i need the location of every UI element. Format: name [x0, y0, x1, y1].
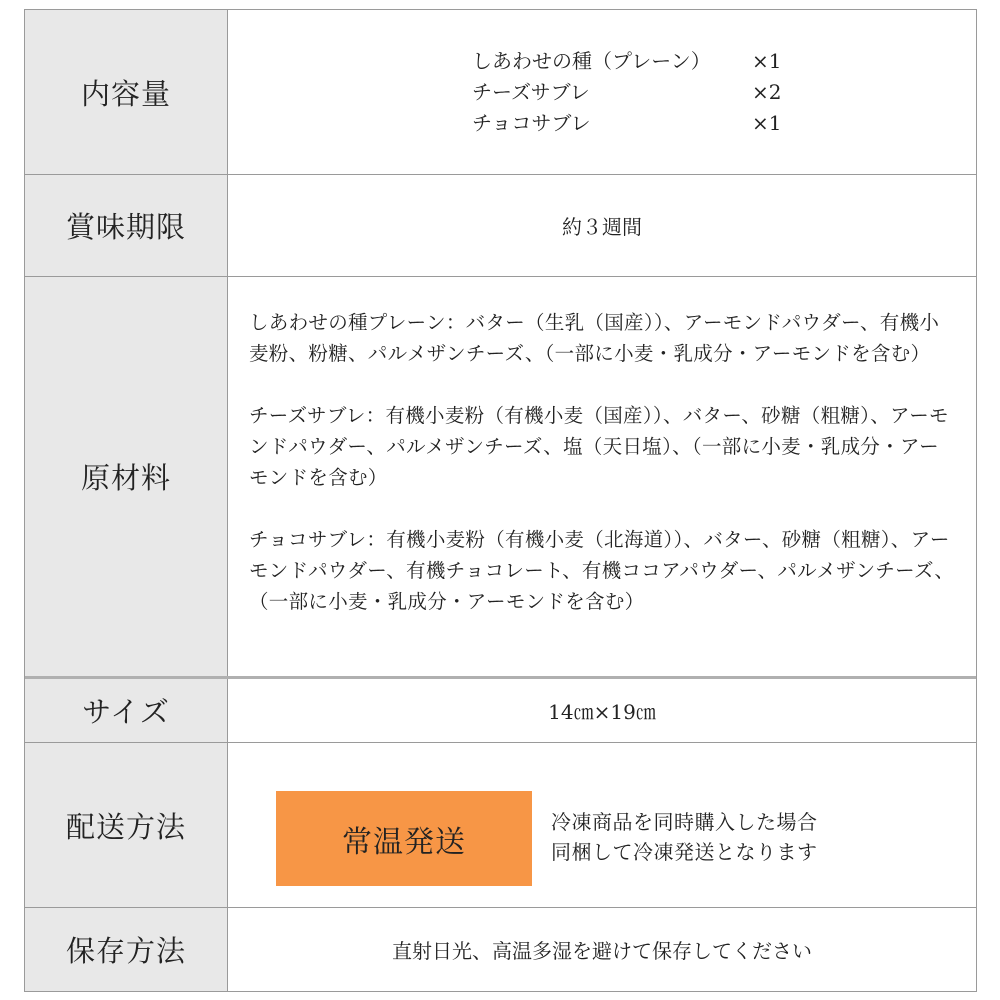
shipping-note-line: 冷凍商品を同時購入した場合 — [551, 810, 818, 834]
ingredients-choco-sable: チョコサブレ：有機小麦粉（有機小麦（北海道））、バター、砂糖（粗糖）、アーモンドパウダー、有機チョコレート、有機ココアパウダー、パルメザンチーズ、（一部に小麦・乳成分・アーモンドを含む） — [249, 528, 955, 613]
contents-item-qty: ×1 — [752, 48, 782, 73]
shipping-method-badge: 常温発送 — [276, 791, 532, 886]
contents-row — [25, 10, 976, 174]
ingredients-row — [25, 276, 976, 676]
contents-item-name: チョコサブレ — [472, 110, 591, 135]
shipping-cell — [228, 743, 976, 907]
expiry-value: 約３週間 — [562, 215, 642, 239]
shipping-row — [25, 742, 976, 907]
storage-row — [25, 907, 976, 991]
size-value: 14㎝×19㎝ — [548, 700, 656, 724]
contents-cell — [228, 10, 976, 174]
contents-list — [472, 49, 792, 136]
ingredients-cell — [228, 277, 976, 676]
ingredients-cheese-sable: チーズサブレ：有機小麦粉（有機小麦（国産））、バター、砂糖（粗糖）、アーモンドパウダー、パルメザンチーズ、塩（天日塩）、（一部に小麦・乳成分・アーモンドを含む） — [249, 404, 949, 489]
storage-label: 保存方法 — [25, 908, 228, 991]
shipping-note-line: 同梱して冷凍発送となります — [551, 840, 818, 864]
contents-item-name: しあわせの種（プレーン） — [472, 48, 711, 73]
ingredients-label: 原材料 — [25, 277, 228, 676]
contents-item-qty: ×1 — [752, 110, 782, 135]
product-info-table — [24, 9, 977, 992]
expiry-row — [25, 174, 976, 276]
size-row — [25, 676, 976, 742]
storage-value: 直射日光、高温多湿を避けて保存してください — [392, 939, 812, 963]
shipping-note — [551, 807, 818, 867]
contents-item-qty: ×2 — [752, 79, 782, 104]
expiry-label: 賞味期限 — [25, 175, 228, 276]
size-label: サイズ — [25, 679, 228, 742]
contents-item-name: チーズサブレ — [472, 79, 590, 104]
contents-label: 内容量 — [25, 10, 228, 174]
shipping-label: 配送方法 — [25, 743, 228, 907]
ingredients-plain: しあわせの種プレーン：バター（生乳（国産））、アーモンドパウダー、有機小麦粉、粉糖、パルメザンチーズ、（一部に小麦・乳成分・アーモンドを含む） — [249, 311, 940, 365]
